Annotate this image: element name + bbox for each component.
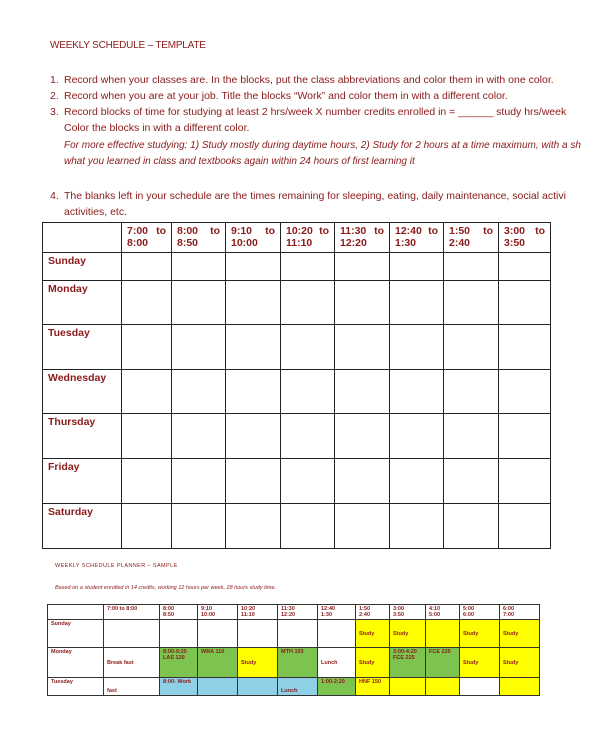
sample-header-cell: 10:20 11:10	[238, 605, 278, 620]
schedule-header-row	[43, 223, 551, 253]
sample-header-row	[48, 605, 540, 620]
sample-note: Based on a student enrolled in 14 credits, working 12 hours per week, 28 hours study time.	[55, 585, 277, 591]
sample-header-cell: 11:30 12:20	[278, 605, 318, 620]
day-row	[43, 253, 551, 281]
day-label: Saturday	[43, 504, 122, 549]
time-header: 9:10 to 10:00	[226, 223, 281, 253]
doc-title: WEEKLY SCHEDULE – TEMPLATE	[50, 40, 206, 51]
day-row	[43, 370, 551, 414]
schedule-table	[42, 222, 551, 549]
time-header: 7:00 to 8:00	[122, 223, 172, 253]
sample-row-sunday: Sunday Study Study Study Study	[48, 620, 540, 648]
time-header: 10:20 to 11:10	[281, 223, 335, 253]
sample-header-cell: 6:00 7:00	[500, 605, 540, 620]
italic-note-1: For more effective studying: 1) Study mostly during daytime hours, 2) Study for 2 hours at a time maximum, with a sh	[64, 140, 581, 151]
instruction-1: 1. Record when your classes are. In the blocks, put the class abbreviations and color them in with one color.	[50, 74, 554, 86]
day-label: Tuesday	[43, 325, 122, 370]
day-label: Wednesday	[43, 370, 122, 414]
italic-note-2: what you learned in class and textbooks again within 24 hours of first learning it	[64, 156, 415, 167]
day-label: Monday	[43, 281, 122, 325]
sample-row-tuesday: Tuesday fast 8:00- Work Lunch 1:00-2:20 HNF 150	[48, 678, 540, 696]
sample-header-cell: 7:00 to 8:00	[104, 605, 160, 620]
sample-header-cell	[48, 605, 104, 620]
sample-day: Tuesday	[48, 678, 104, 696]
instruction-4: 4. The blanks left in your schedule are the times remaining for sleeping, eating, daily maintenance, social activi	[50, 190, 566, 202]
time-header: 1:50 to 2:40	[444, 223, 499, 253]
sample-row-monday: Monday Break fast 8:00-9:25 LAS 120 WRA 110 Study MTH 103 Lunch Study 3:00-4:20 FCE 225 FCE 225 Study Study	[48, 648, 540, 678]
time-header: 12:40 to 1:30	[390, 223, 444, 253]
sample-header-cell: 4:10 5:00	[426, 605, 460, 620]
sample-table	[47, 604, 540, 696]
sample-header-cell: 3:00 3:50	[390, 605, 426, 620]
day-label: Thursday	[43, 414, 122, 459]
day-row	[43, 325, 551, 370]
time-header: 11:30 to 12:20	[335, 223, 390, 253]
sample-title: WEEKLY SCHEDULE PLANNER – SAMPLE	[55, 563, 178, 569]
sample-header-cell: 5:00 6:00	[460, 605, 500, 620]
day-row	[43, 414, 551, 459]
instruction-3: 3. Record blocks of time for studying at least 2 hrs/week X number credits enrolled in = ______ study hrs/week	[50, 106, 567, 118]
instruction-3-cont: Color the blocks in with a different color.	[64, 122, 250, 134]
sample-day: Sunday	[48, 620, 104, 648]
time-header: 8:00 to 8:50	[172, 223, 226, 253]
time-header: 3:00 to 3:50	[499, 223, 551, 253]
day-row	[43, 504, 551, 549]
day-label: Sunday	[43, 253, 122, 281]
instruction-4-cont: activities, etc.	[64, 206, 128, 218]
sample-header-cell: 8:00 8:50	[160, 605, 198, 620]
day-label: Friday	[43, 459, 122, 504]
instruction-2: 2. Record when you are at your job. Title the blocks “Work” and color them in with a different color.	[50, 90, 508, 102]
sample-header-cell: 12:40 1:30	[318, 605, 356, 620]
sample-day: Monday	[48, 648, 104, 678]
header-blank	[43, 223, 122, 253]
day-row	[43, 459, 551, 504]
day-row	[43, 281, 551, 325]
sample-header-cell: 9:10 10:00	[198, 605, 238, 620]
sample-header-cell: 1:50 2:40	[356, 605, 390, 620]
